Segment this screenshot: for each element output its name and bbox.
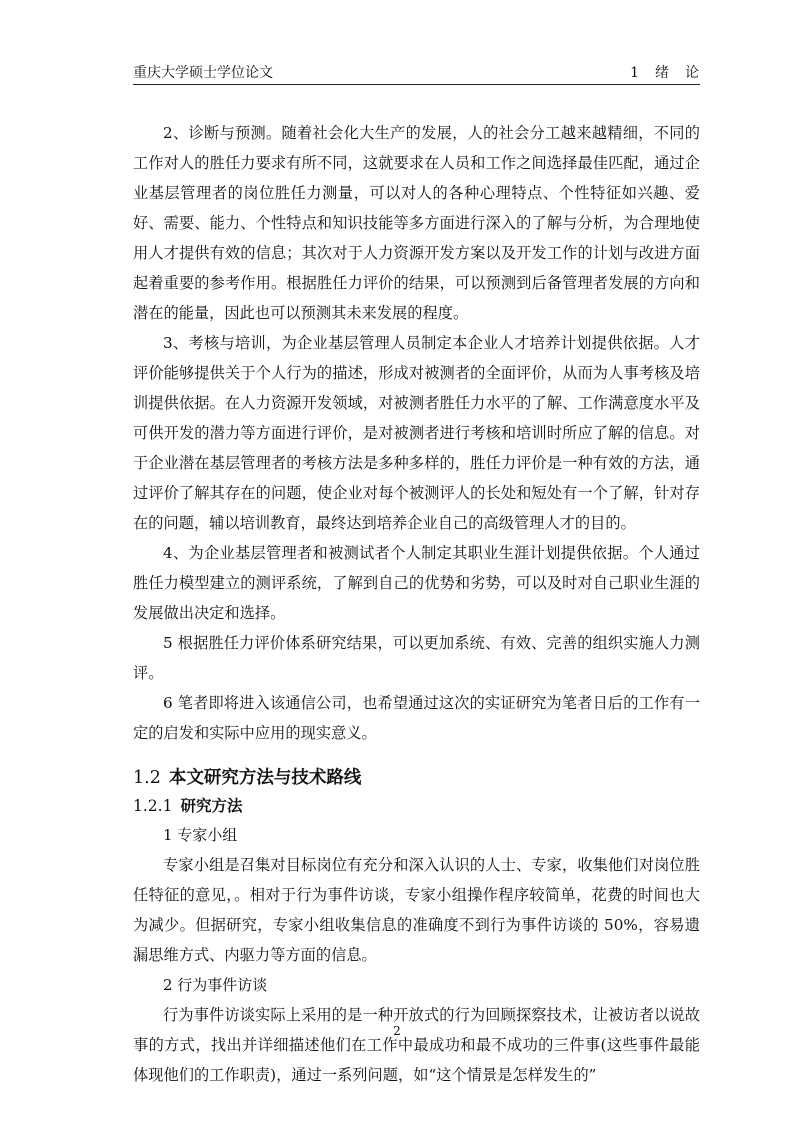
paragraph-significance: 6 笔者即将进入该通信公司，也希望通过这次的实证研究为笔者日后的工作有一定的启发和实际中应用的现实意义。: [133, 694, 700, 742]
method-expert-panel-text: 专家小组是召集对目标岗位有充分和深入认识的人士、专家，收集他们对岗位胜任特征的意见，。相对于行为事件访谈，专家小组操作程序较简单，花费的时间也大为减少。但据研究，专家小组收集信息的准确度不到行为事件访谈的 50%，容易遗漏思维方式、内驱力等方面的信息。: [133, 856, 700, 964]
paragraph-evaluation: 5 根据胜任力评价体系研究结果，可以更加系统、有效、完善的组织实施人力测评。: [133, 634, 700, 682]
section-heading: [133, 764, 700, 792]
subsection-title: 研究方法: [180, 797, 243, 815]
page-body: [133, 118, 700, 1090]
page-number: 2: [393, 1024, 401, 1038]
method-bei-heading: 2 行为事件访谈: [163, 976, 268, 994]
section-number: 1.2: [133, 768, 161, 788]
subsection-heading: [133, 792, 700, 820]
header-chapter-title: 1 绪 论: [630, 65, 700, 81]
header-thesis-title: 重庆大学硕士学位论文: [133, 65, 273, 81]
paragraph-career: 4、为企业基层管理者和被测试者个人制定其职业生涯计划提供依据。个人通过胜任力模型建立的测评系统，了解到自己的优势和劣势，可以及时对自己职业生涯的发展做出决定和选择。: [133, 544, 700, 622]
method-bei-text: 行为事件访谈实际上采用的是一种开放式的行为回顾探察技术，让被访者以说故事的方式，找出并详细描述他们在工作中最成功和最不成功的三件事(这些事件最能体现他们的工作职责)，通过一系列问题，如“这个情景是怎样发生的”: [133, 1006, 700, 1084]
paragraph-diagnosis: 2、诊断与预测。随着社会化大生产的发展，人的社会分工越来越精细，不同的工作对人的胜任力要求有所不同，这就要求在人员和工作之间选择最佳匹配，通过企业基层管理者的岗位胜任力测量，可以对人的各种心理特点、个性特征如兴趣、爱好、需要、能力、个性特点和知识技能等多方面进行深入的了解与分析，为合理地使用人才提供有效的信息；其次对于人力资源开发方案以及开发工作的计划与改进方面起着重要的参考作用。根据胜任力评价的结果，可以预测到后备管理者发展的方向和潜在的能量，因此也可以预测其未来发展的程度。: [133, 124, 700, 322]
running-header: [133, 62, 700, 82]
header-rule: [133, 84, 700, 85]
section-title: 本文研究方法与技术路线: [168, 768, 362, 788]
paragraph-assessment: 3、考核与培训，为企业基层管理人员制定本企业人才培养计划提供依据。人才评价能够提供关于个人行为的描述，形成对被测者的全面评价，从而为人事考核及培训提供依据。在人力资源开发领域，对被测者胜任力水平的了解、工作满意度水平及可供开发的潜力等方面进行评价，是对被测者进行考核和培训时所应了解的信息。对于企业潜在基层管理者的考核方法是多种多样的，胜任力评价是一种有效的方法，通过评价了解其存在的问题，使企业对每个被测评人的长处和短处有一个了解，针对存在的问题，辅以培训教育，最终达到培养企业自己的高级管理人才的目的。: [133, 334, 700, 532]
subsection-number: 1.2.1: [133, 797, 173, 815]
method-expert-panel-heading: 1 专家小组: [163, 826, 238, 844]
